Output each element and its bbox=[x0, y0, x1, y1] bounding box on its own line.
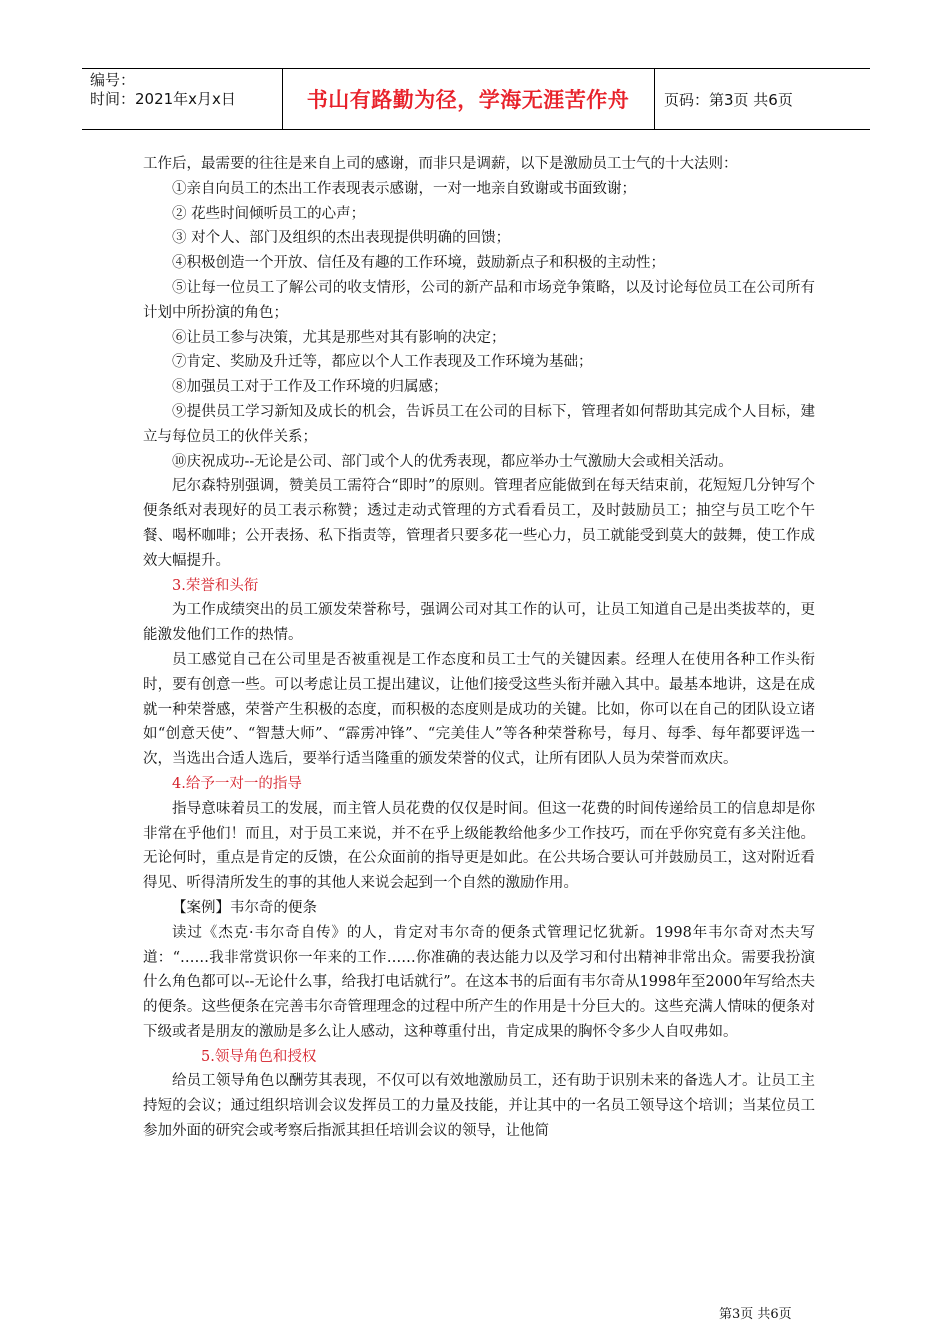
paragraph: 工作后，最需要的往往是来自上司的感谢，而非只是调薪，以下是激励员工士气的十大法则： bbox=[143, 156, 738, 172]
paragraph: ⑦肯定、奖励及升迁等，都应以个人工作表现及工作环境为基础； bbox=[172, 354, 593, 371]
paragraph: ④积极创造一个开放、信任及有趣的工作环境，鼓励新点子和积极的主动性； bbox=[172, 255, 665, 272]
paragraph: 给员工领导角色以酬劳其表现，不仅可以有效地激励员工，还有助于识别未来的备选人才。让员工主持短的会议；通过组织培训会议发挥员工的力量及技能，并让其中的一名员工领导这个培训；当某位员工参加外面的研究会或考察后指派其担任培训会议的领导，让他简 bbox=[143, 1073, 815, 1140]
page-footer: 第3页 共6页 bbox=[719, 1307, 792, 1322]
header-meta bbox=[90, 71, 236, 109]
page-header bbox=[82, 68, 870, 130]
paragraph: 尼尔森特别强调，赞美员工需符合“即时”的原则。管理者应能做到在每天结束前，花短短几分钟写个便条纸对表现好的员工表示称赞；透过走动式管理的方式看看员工，及时鼓励员工；抽空与员工吃个午餐、喝杯咖啡；公开表扬、私下指责等，管理者只要多花一些心力，员工就能受到莫大的鼓舞，使工作成效大幅提升。 bbox=[143, 478, 815, 569]
section-heading: 4.给予一对一的指导 bbox=[172, 775, 302, 792]
paragraph: ⑩庆祝成功--无论是公司、部门或个人的优秀表现，都应举办士气激励大会或相关活动。 bbox=[172, 453, 733, 470]
paragraph: ⑨提供员工学习新知及成长的机会，告诉员工在公司的目标下，管理者如何帮助其完成个人目标，建立与每位员工的伙伴关系； bbox=[143, 403, 815, 445]
paragraph: ①亲自向员工的杰出工作表现表示感谢，一对一地亲自致谢或书面致谢； bbox=[172, 180, 636, 197]
paragraph: 为工作成绩突出的员工颁发荣誉称号，强调公司对其工作的认可，让员工知道自己是出类拔萃的，更能激发他们工作的热情。 bbox=[143, 602, 815, 644]
paragraph: ⑥让员工参与决策，尤其是那些对其有影响的决定； bbox=[172, 329, 506, 346]
document-body bbox=[143, 152, 815, 1144]
paragraph: 读过《杰克·韦尔奇自传》的人，肯定对韦尔奇的便条式管理记忆犹新。1998年韦尔奇对杰夫写道：“……我非常赏识你一年来的工作……你准确的表达能力以及学习和付出精神非常出众。需要我扮演什么角色都可以--无论什么事，给我打电话就行”。在这本书的后面有韦尔奇从1998年至2000年写给杰夫的便条。这些便条在完善韦尔奇管理理念的过程中所产生的作用是十分巨大的。这些充满人情味的便条对下级或者是朋友的激励是多么让人感动，这种尊重付出，肯定成果的胸怀令多少人自叹弗如。 bbox=[143, 924, 815, 1040]
paragraph: 员工感觉自己在公司里是否被重视是工作态度和员工士气的关键因素。经理人在使用各种工作头衔时，要有创意一些。可以考虑让员工提出建议，让他们接受这些头衔并融入其中。最基本地讲，这是在成就一种荣誉感，荣誉产生积极的态度，而积极的态度则是成功的关键。比如，你可以在自己的团队设立诸如“创意天使”、“智慧大师”、“霹雳冲锋”、“完美佳人”等各种荣誉称号，每月、每季、每年都要评选一次，当选出合适人选后，要举行适当隆重的颁发荣誉的仪式，让所有团队人员为荣誉而欢庆。 bbox=[143, 651, 815, 768]
paragraph: ⑤让每一位员工了解公司的收支情形，公司的新产品和市场竞争策略，以及讨论每位员工在公司所有计划中所扮演的角色； bbox=[143, 279, 815, 321]
header-motto: 书山有路勤为径，学海无涯苦作舟 bbox=[306, 88, 630, 112]
section-heading: 3.荣誉和头衔 bbox=[172, 577, 259, 594]
document-time-label: 时间：2021年x月x日 bbox=[90, 90, 236, 108]
header-divider bbox=[654, 69, 655, 129]
section-heading: 5.领导角色和授权 bbox=[201, 1048, 317, 1065]
paragraph: 指导意味着员工的发展，而主管人员花费的仅仅是时间。但这一花费的时间传递给员工的信息却是你非常在乎他们！而且，对于员工来说，并不在乎上级能教给他多少工作技巧，而在乎你究竟有多关注他。无论何时，重点是肯定的反馈，在公众面前的指导更是如此。在公共场合要认可并鼓励员工，这对附近看得见、听得清所发生的事的其他人来说会起到一个自然的激励作用。 bbox=[143, 800, 815, 892]
paragraph: 【案例】韦尔奇的便条 bbox=[172, 899, 317, 916]
paragraph: ② 花些时间倾听员工的心声； bbox=[172, 205, 366, 222]
header-page-label: 页码：第3页 共6页 bbox=[664, 90, 793, 109]
paragraph: ③ 对个人、部门及组织的杰出表现提供明确的回馈； bbox=[172, 230, 511, 247]
document-number-label: 编号： bbox=[90, 71, 136, 89]
paragraph: ⑧加强员工对于工作及工作环境的归属感； bbox=[172, 379, 448, 396]
